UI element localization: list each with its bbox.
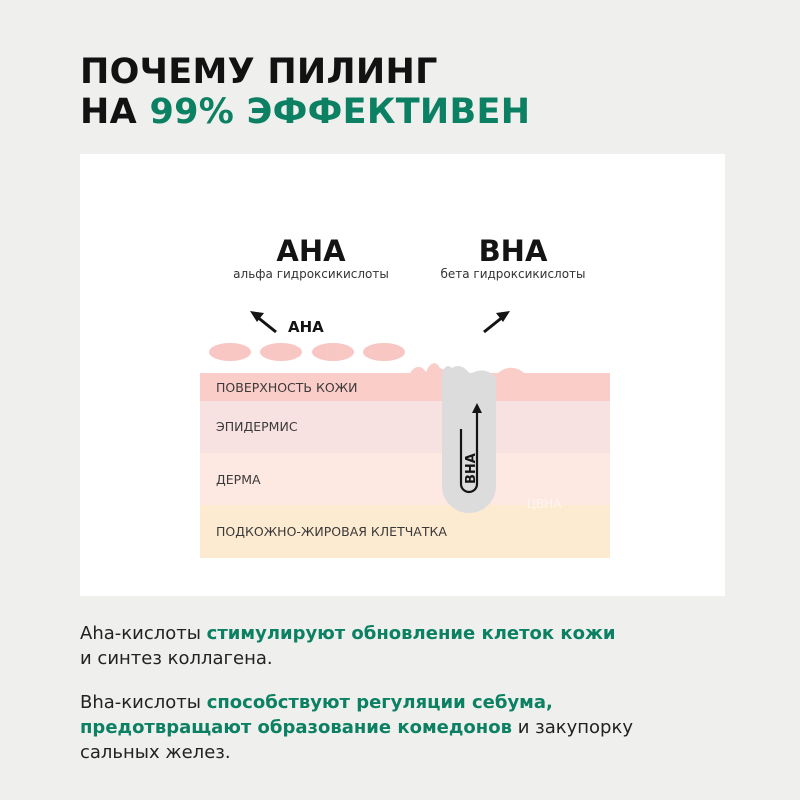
dead-cell (363, 343, 405, 361)
layer-label-subcutaneous: ПОДКОЖНО-ЖИРОВАЯ КЛЕТЧАТКА (216, 524, 447, 539)
aha-subheading: альфа гидроксикислоты (233, 267, 389, 281)
bha-tube-label: BHA (464, 453, 479, 484)
watermark: ЦВНА (526, 497, 562, 511)
title-prefix: НА (80, 92, 150, 132)
bha-lead: Bha-кислоты (80, 692, 207, 713)
bha-tail-1: и закупорку (511, 717, 633, 738)
layer-label-epidermis: ЭПИДЕРМИС (216, 419, 298, 434)
title-accent: 99% ЭФФЕКТИВЕН (149, 92, 531, 132)
bha-tail-2: сальных желез. (80, 742, 231, 763)
arrow-up-right-icon (484, 311, 510, 332)
layer-label-surface: ПОВЕРХНОСТЬ КОЖИ (216, 380, 358, 395)
aha-accent: стимулируют обновление клеток кожи (206, 623, 616, 644)
arrow-up-left-icon (250, 311, 276, 332)
dead-cell (312, 343, 354, 361)
aha-lead: Aha-кислоты (80, 623, 207, 644)
title-line-2 (80, 92, 530, 132)
aha-tail: и синтез коллагена. (80, 648, 273, 669)
bha-paragraph (80, 690, 633, 765)
dead-cell (209, 343, 251, 361)
page-title (80, 52, 530, 132)
title-line-1: ПОЧЕМУ ПИЛИНГ (80, 52, 438, 92)
aha-paragraph (80, 621, 615, 671)
aha-arrow-label: AHA (288, 318, 324, 336)
bha-subheading: бета гидроксикислоты (440, 267, 586, 281)
bha-accent-1: способствуют регуляции себума, (206, 692, 553, 713)
diagram-panel (80, 154, 725, 596)
bha-heading: BHA (478, 234, 548, 268)
dead-cell (260, 343, 302, 361)
aha-heading: AHA (276, 234, 346, 268)
skin-diagram (80, 154, 725, 596)
layer-label-dermis: ДЕРМА (216, 472, 261, 487)
bha-accent-2: предотвращают образование комедонов (80, 717, 512, 738)
